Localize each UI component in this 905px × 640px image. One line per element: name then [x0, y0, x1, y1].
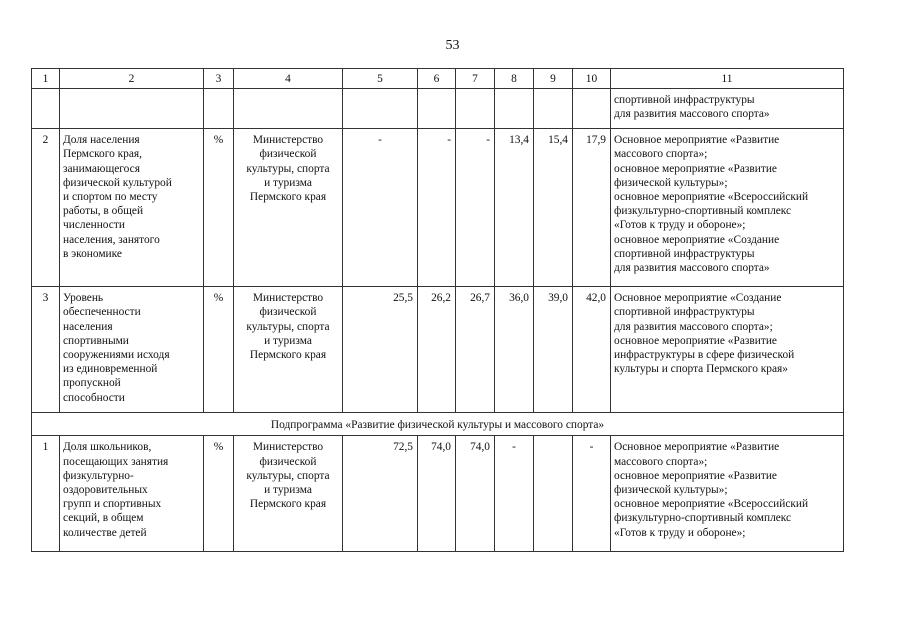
- subprogram-row: [32, 413, 844, 436]
- value-cell: 72,5: [343, 436, 418, 552]
- header-cell: 7: [456, 69, 495, 89]
- header-cell: 4: [234, 69, 343, 89]
- executor-cell: Министерство физической культуры, спорта и туризма Пермского края: [234, 287, 343, 413]
- measures-cell: Основное мероприятие «Развитие массового спорта»; основное мероприятие «Развитие физической культуры»; основное мероприятие «Всероссийский физкультурно-спортивный комплекс «Готов к труду и обороне»;: [611, 436, 844, 552]
- table-header-row: [32, 69, 844, 89]
- table-row: [32, 436, 844, 552]
- unit-cell: %: [204, 129, 234, 287]
- table-row: [32, 287, 844, 413]
- table-row: [32, 129, 844, 287]
- header-cell: 5: [343, 69, 418, 89]
- header-cell: 9: [534, 69, 573, 89]
- indicator-cell: Доля школьников, посещающих занятия физкультурно- оздоровительных групп и спортивных секций, в общем количестве детей: [60, 436, 204, 552]
- measures-cell: Основное мероприятие «Развитие массового спорта»; основное мероприятие «Развитие физической культуры»; основное мероприятие «Всероссийский физкультурно-спортивный комплекс «Готов к труду и обороне»; основное мероприятие «Создание спортивной инфраструктуры для развития массового спорта»: [611, 129, 844, 287]
- indicators-table: [31, 68, 844, 552]
- header-cell: 8: [495, 69, 534, 89]
- value-cell: -: [456, 129, 495, 287]
- value-cell: 26,2: [418, 287, 456, 413]
- header-cell: 10: [573, 69, 611, 89]
- header-cell: 6: [418, 69, 456, 89]
- row-number: 1: [32, 436, 60, 552]
- value-cell: 42,0: [573, 287, 611, 413]
- value-cell: -: [343, 129, 418, 287]
- indicator-cell: Уровень обеспеченности населения спортивными сооружениями исходя из единовременной пропускной способности: [60, 287, 204, 413]
- value-cell: 36,0: [495, 287, 534, 413]
- header-cell: 3: [204, 69, 234, 89]
- value-cell: 13,4: [495, 129, 534, 287]
- value-cell: -: [573, 436, 611, 552]
- value-cell: -: [418, 129, 456, 287]
- page-number: 53: [445, 38, 460, 53]
- indicator-cell: Доля населения Пермского края, занимающегося физической культурой и спортом по месту работы, в общей численности населения, занятого в экономике: [60, 129, 204, 287]
- unit-cell: %: [204, 287, 234, 413]
- value-cell: -: [495, 436, 534, 552]
- executor-cell: Министерство физической культуры, спорта и туризма Пермского края: [234, 436, 343, 552]
- header-cell: 11: [611, 69, 844, 89]
- row-number: 3: [32, 287, 60, 413]
- header-cell: 1: [32, 69, 60, 89]
- value-cell: 26,7: [456, 287, 495, 413]
- unit-cell: %: [204, 436, 234, 552]
- continuation-row: [32, 89, 844, 129]
- subprogram-title: Подпрограмма «Развитие физической культуры и массового спорта»: [32, 413, 844, 436]
- value-cell: 39,0: [534, 287, 573, 413]
- header-cell: 2: [60, 69, 204, 89]
- value-cell: 17,9: [573, 129, 611, 287]
- value-cell: 15,4: [534, 129, 573, 287]
- measures-cell: спортивной инфраструктуры для развития массового спорта»: [611, 89, 844, 129]
- executor-cell: Министерство физической культуры, спорта и туризма Пермского края: [234, 129, 343, 287]
- measures-cell: Основное мероприятие «Создание спортивной инфраструктуры для развития массового спорта»; основное мероприятие «Развитие инфраструктуры в сфере физической культуры и спорта Пермского края»: [611, 287, 844, 413]
- value-cell: 74,0: [418, 436, 456, 552]
- value-cell: 74,0: [456, 436, 495, 552]
- value-cell: 25,5: [343, 287, 418, 413]
- value-cell: [534, 436, 573, 552]
- row-number: 2: [32, 129, 60, 287]
